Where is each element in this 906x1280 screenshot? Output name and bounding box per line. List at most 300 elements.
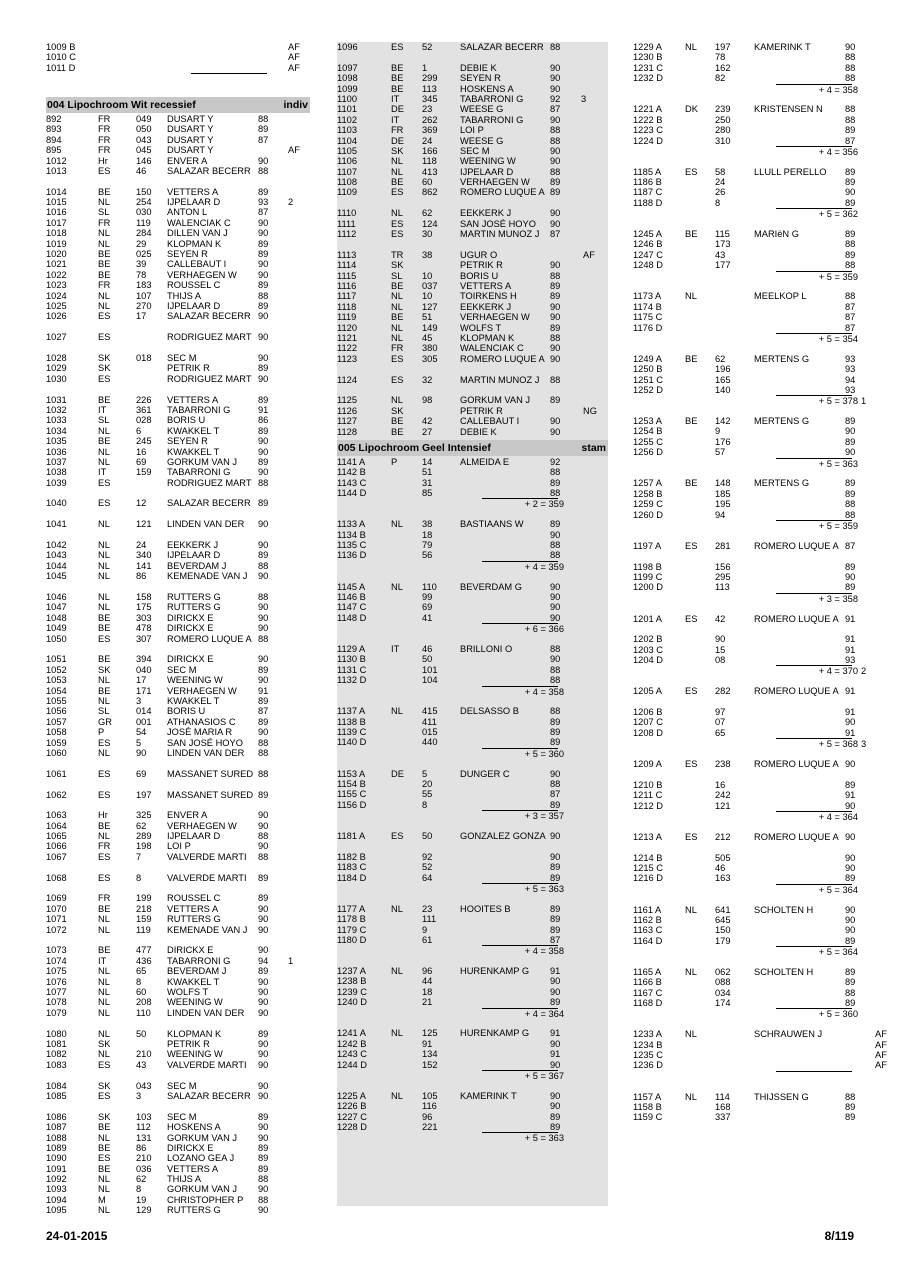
ring-number: 310	[715, 135, 731, 146]
ring-number: 028	[136, 415, 152, 426]
score: 90	[258, 269, 269, 280]
score: 90	[550, 851, 561, 862]
ring-number: 55	[422, 789, 433, 800]
entry-number: 1065	[46, 831, 67, 842]
total-score: + 5 = 363	[524, 1133, 564, 1144]
table-row	[633, 977, 891, 987]
ring-number: 168	[715, 1101, 731, 1112]
entry-number: 1130 B	[337, 654, 366, 665]
score: 87	[845, 312, 856, 323]
entry-number: 1060	[46, 747, 67, 758]
country-code: NL	[98, 301, 110, 311]
entry-number: 1165 A	[633, 966, 662, 977]
country-code: GR	[98, 716, 112, 727]
ring-number: 001	[136, 716, 152, 727]
breeder-name: GONZALEZ GONZA	[460, 830, 546, 841]
ring-number: 50	[422, 830, 433, 841]
total-score: + 4 = 364	[524, 1008, 564, 1019]
country-code: DE	[391, 104, 404, 115]
score: 90	[550, 145, 561, 156]
table-row	[337, 717, 608, 727]
score: 90	[550, 208, 561, 219]
entry-number: 1061	[46, 768, 67, 779]
score: 88	[550, 643, 561, 654]
breeder-name: CALLEBAUT I	[460, 416, 520, 427]
ring-number: 62	[715, 353, 726, 364]
score: 90	[845, 862, 856, 873]
entry-number: 895	[46, 145, 62, 156]
group-spacer	[633, 468, 891, 478]
country-code: BE	[98, 1122, 111, 1133]
total-score: + 5 = 359	[818, 520, 858, 531]
score: 89	[258, 1142, 269, 1153]
footer-date: 24-01-2015	[46, 1229, 108, 1243]
table-row	[633, 582, 891, 592]
breeder-name: SEC M	[167, 1080, 197, 1091]
table-row	[337, 84, 608, 94]
entry-number: 1058	[46, 727, 67, 738]
group-spacer	[633, 343, 891, 353]
table-row	[633, 707, 891, 717]
breeder-name: MARTIN MUNOZ J	[460, 374, 540, 385]
country-code: FR	[391, 125, 404, 136]
ring-number: 9	[715, 426, 721, 437]
country-code: NL	[391, 581, 403, 592]
table-row	[337, 925, 608, 935]
table-row	[337, 250, 608, 260]
breeder-name: ENVER A	[167, 810, 208, 821]
table-row	[46, 166, 310, 187]
score: 89	[258, 394, 269, 405]
score: 88	[845, 509, 856, 520]
ring-number: 51	[422, 467, 433, 478]
ring-number: 305	[422, 353, 438, 364]
group-total	[633, 946, 891, 956]
table-row	[337, 229, 608, 250]
table-row	[633, 998, 891, 1008]
score: 90	[550, 602, 561, 613]
score: 89	[550, 187, 561, 198]
ring-number: 148	[715, 478, 731, 489]
entry-number: 1175 C	[633, 312, 663, 323]
ring-number: 152	[422, 1059, 438, 1070]
entry-number: 1025	[46, 301, 67, 311]
score: 91	[845, 686, 856, 697]
country-code: NL	[391, 966, 403, 977]
table-row	[633, 1060, 891, 1070]
ring-number: 284	[136, 228, 152, 239]
country-code: BE	[98, 623, 111, 634]
country-code: NL	[98, 987, 110, 997]
score: 93	[845, 353, 856, 364]
entry-number: 1045	[46, 571, 67, 582]
entry-number: 1117	[337, 291, 357, 302]
ring-number: 113	[422, 83, 437, 94]
entry-number: 1128	[337, 426, 357, 437]
table-row	[46, 332, 310, 353]
total-score: + 2 = 359	[524, 499, 564, 510]
ring-number: 32	[422, 374, 433, 385]
score: 88	[258, 1194, 269, 1205]
score: 88	[550, 664, 561, 675]
ring-number: 043	[136, 134, 152, 145]
table-row	[46, 634, 310, 655]
score: 90	[258, 1090, 269, 1101]
ring-number: 185	[715, 488, 731, 499]
ring-number: 043	[136, 1080, 152, 1091]
score: 89	[258, 716, 269, 727]
score: 87	[550, 229, 561, 240]
table-row	[633, 291, 891, 301]
score: 90	[258, 612, 269, 623]
entry-number: 1096	[337, 42, 358, 52]
score: 89	[845, 177, 856, 188]
entry-number: 1251 C	[633, 374, 663, 385]
ring-number: 86	[136, 1142, 147, 1153]
entry-number: 1252 D	[633, 384, 663, 395]
status-note: AF	[288, 42, 300, 52]
table-row	[633, 385, 891, 395]
breeder-name: EEKKERK J	[460, 208, 512, 219]
entry-number: 1215 C	[633, 862, 663, 873]
score: 89	[845, 166, 856, 177]
entry-number: 1043	[46, 550, 67, 561]
table-row	[633, 478, 891, 488]
country-code: DE	[391, 135, 404, 146]
score: 89	[550, 862, 561, 873]
breeder-name: KLOPMAN K	[167, 1028, 222, 1039]
entry-number: 1041	[46, 519, 67, 530]
entry-number: 1063	[46, 810, 67, 821]
entry-number: 1205 A	[633, 686, 662, 697]
table-row	[337, 1028, 608, 1038]
entry-number: 1097	[337, 62, 358, 73]
ring-number: 7	[136, 851, 142, 862]
breeder-name: ROUSSEL C	[167, 280, 221, 291]
breeder-name: DUSART Y	[167, 134, 214, 145]
table-row	[46, 977, 310, 987]
ring-number: 156	[715, 561, 731, 572]
table-row	[337, 644, 608, 654]
country-code: ES	[391, 218, 404, 229]
breeder-name: SEC M	[167, 664, 197, 675]
breeder-name: JOSÉ MARIA R	[167, 727, 233, 738]
table-row	[337, 125, 608, 135]
entry-number: 1075	[46, 966, 67, 977]
score: 88	[258, 592, 269, 603]
entry-number: 1099	[337, 83, 358, 94]
ring-number: 24	[136, 540, 147, 551]
score: 89	[845, 249, 856, 260]
table-row	[633, 52, 891, 62]
ring-number: 107	[136, 290, 152, 301]
country-code: NL	[391, 903, 403, 914]
group-total	[633, 665, 891, 675]
country-code: SL	[98, 207, 110, 218]
score: 90	[550, 353, 561, 364]
table-row	[633, 260, 891, 270]
country-code: BE	[98, 903, 111, 914]
table-row	[46, 135, 310, 145]
country-code: BE	[98, 654, 111, 665]
entry-number: 1232 D	[633, 73, 663, 84]
entry-number: 1082	[46, 1049, 67, 1060]
entry-number: 1073	[46, 945, 67, 956]
table-row	[46, 966, 310, 976]
score: 90	[845, 831, 856, 842]
ring-number: 14	[422, 456, 433, 467]
breeder-name: BEVERDAM J	[167, 560, 227, 571]
score: 88	[258, 113, 269, 124]
breeder-name: RODRIGUEZ MART	[167, 332, 252, 343]
table-row	[337, 260, 608, 270]
breeder-name: SEYEN R	[167, 436, 208, 447]
breeder-name: KLOPMAN K	[167, 238, 222, 249]
table-row	[46, 1112, 310, 1122]
entry-number: 1100	[337, 93, 357, 104]
score: 90	[550, 612, 561, 623]
ring-number: 97	[715, 707, 726, 718]
entry-number: 1256 D	[633, 447, 663, 458]
ring-number: 38	[422, 249, 433, 260]
table-row	[46, 363, 310, 373]
table-row	[46, 301, 310, 311]
entry-number: 1051	[46, 654, 67, 665]
table-row	[46, 706, 310, 716]
country-code: SK	[391, 405, 404, 416]
table-row	[337, 94, 608, 104]
ring-number: 289	[136, 831, 152, 842]
entry-number: 1084	[46, 1080, 67, 1091]
entry-number: 1204 D	[633, 655, 663, 666]
table-row	[337, 987, 608, 997]
ring-number: 037	[422, 281, 438, 292]
ring-number: 15	[715, 644, 726, 655]
breeder-name: DUSART Y	[167, 124, 214, 135]
table-row	[46, 374, 310, 395]
table-row	[337, 873, 608, 883]
ring-number: 96	[422, 1111, 433, 1122]
entry-number: 1201 A	[633, 613, 662, 624]
breeder-name: DIRICKX E	[167, 654, 214, 665]
entry-number: 1081	[46, 1038, 67, 1049]
score: 93	[258, 197, 269, 208]
ring-number: 088	[715, 977, 731, 988]
entry-number: 1132 D	[337, 675, 367, 686]
entry-number: 1107	[337, 166, 357, 177]
entry-number: 1066	[46, 841, 67, 852]
score: 88	[258, 1174, 269, 1185]
table-row	[46, 1153, 310, 1163]
country-code: NL	[98, 425, 110, 436]
ring-number: 90	[715, 634, 726, 645]
total-score: + 4 = 364	[818, 811, 858, 822]
group-total	[633, 395, 891, 405]
score: 90	[258, 373, 269, 384]
score: 89	[845, 478, 856, 489]
score: 89	[258, 695, 269, 706]
country-code: NL	[98, 675, 110, 686]
table-row	[337, 789, 608, 799]
table-row	[337, 550, 608, 560]
country-code: BE	[98, 269, 111, 280]
entry-number: 1247 C	[633, 249, 663, 260]
breeder-name: DUSART Y	[167, 145, 214, 156]
breeder-name: VALVERDE MARTI	[167, 872, 247, 883]
table-row	[46, 457, 310, 467]
breeder-name: HURENKAMP G	[460, 966, 530, 977]
entry-number: 1135 C	[337, 540, 367, 551]
breeder-name: IJPELAAR D	[460, 166, 514, 177]
ring-number: 79	[422, 540, 433, 551]
score: 88	[258, 633, 269, 644]
total-rule	[776, 1071, 852, 1072]
country-code: ES	[685, 540, 698, 551]
group-total	[633, 146, 891, 156]
ring-number: 281	[715, 540, 731, 551]
total-score: + 4 = 356	[818, 146, 858, 157]
breeder-name: DEBIE K	[460, 62, 497, 73]
breeder-name: RUTTERS G	[167, 592, 221, 603]
breeder-name: VERHAEGEN W	[167, 269, 237, 280]
entry-number: 1070	[46, 903, 67, 914]
country-code: BE	[391, 426, 404, 437]
breeder-name: ROMERO LUQUE A	[754, 686, 839, 697]
table-row	[633, 915, 891, 925]
table-row	[46, 1133, 310, 1143]
breeder-name: WEENING W	[167, 1049, 223, 1060]
ring-number: 44	[422, 976, 433, 987]
table-row	[46, 925, 310, 946]
score: 90	[258, 924, 269, 935]
score: 88	[258, 165, 269, 176]
group-spacer	[633, 281, 891, 291]
table-row	[633, 645, 891, 655]
table-row	[633, 136, 891, 146]
entry-number: 1120	[337, 322, 357, 333]
entry-number: 1187 C	[633, 187, 663, 198]
section-header	[46, 97, 310, 113]
country-code: ES	[391, 42, 404, 52]
table-row	[337, 406, 608, 416]
group-spacer	[337, 696, 608, 706]
breeder-name: SCHOLTEN H	[754, 904, 814, 915]
ring-number: 8	[715, 197, 721, 208]
table-row	[46, 1049, 310, 1059]
ring-number: 415	[422, 706, 438, 717]
breeder-name: LOI P	[167, 841, 191, 852]
table-row	[633, 416, 891, 426]
ring-number: 641	[715, 904, 731, 915]
total-score: + 5 = 359	[818, 271, 858, 282]
score: 90	[258, 1080, 269, 1091]
table-row	[337, 852, 608, 862]
score: 87	[845, 322, 856, 333]
table-row	[633, 562, 891, 572]
entry-number: 1203 C	[633, 644, 663, 655]
breeder-name: HURENKAMP G	[460, 1028, 530, 1039]
entry-number: 1227 C	[337, 1111, 367, 1122]
breeder-name: KLOPMAN K	[460, 332, 515, 343]
ring-number: 197	[715, 42, 731, 52]
table-row	[337, 706, 608, 716]
table-row	[337, 219, 608, 229]
country-code: ES	[685, 759, 698, 769]
score: 90	[550, 768, 561, 779]
score: 90	[258, 155, 269, 166]
ring-number: 436	[136, 955, 152, 966]
table-row	[46, 197, 310, 207]
entry-number: 1102	[337, 114, 357, 125]
total-score: + 3 = 357	[524, 811, 564, 822]
total-score: + 4 = 359	[524, 561, 564, 572]
group-total	[337, 1132, 608, 1142]
table-row	[633, 541, 891, 562]
entry-number: 1054	[46, 685, 67, 696]
entry-number: 1228 D	[337, 1121, 367, 1132]
score: 89	[550, 799, 561, 810]
entry-number: 1085	[46, 1090, 67, 1101]
table-row	[337, 914, 608, 924]
breeder-name: IJPELAAR D	[167, 550, 221, 561]
score: 89	[550, 291, 561, 302]
score: 89	[258, 280, 269, 291]
breeder-name: TABARRONI G	[167, 467, 231, 478]
score: 90	[550, 1059, 561, 1070]
country-code: NL	[98, 592, 110, 603]
score: 89	[845, 197, 856, 208]
breeder-name: TABARRONI G	[460, 93, 524, 104]
entry-number: 1153 A	[337, 768, 366, 779]
country-code: NL	[685, 1029, 697, 1040]
table-row	[46, 395, 310, 405]
score: 90	[845, 717, 856, 728]
ring-number: 025	[136, 249, 152, 260]
score: 89	[550, 727, 561, 738]
table-row	[46, 540, 310, 550]
entry-number: 1183 C	[337, 862, 367, 873]
country-code: ES	[98, 1153, 111, 1164]
country-code: ES	[98, 498, 111, 509]
entry-number: 1197 A	[633, 540, 662, 551]
placement: 3	[581, 93, 587, 104]
score: 90	[550, 529, 561, 540]
score: 88	[550, 706, 561, 717]
breeder-name: BORIS U	[460, 270, 499, 281]
entry-number: 1239 C	[337, 986, 367, 997]
table-row	[46, 748, 310, 769]
score: 88	[550, 467, 561, 478]
score: 87	[550, 104, 561, 115]
score: 89	[845, 935, 856, 946]
ring-number: 131	[136, 1132, 152, 1143]
table-row	[337, 675, 608, 685]
entry-number: 1250 B	[633, 364, 663, 375]
country-code: NL	[391, 706, 403, 717]
breeder-name: HOOITES B	[460, 903, 511, 914]
table-row	[46, 52, 310, 62]
country-code: ES	[98, 165, 111, 176]
country-code: NL	[685, 1091, 697, 1102]
score: 90	[258, 259, 269, 270]
ring-number: 119	[136, 217, 151, 228]
ring-number: 158	[136, 592, 152, 603]
country-code: BE	[98, 436, 111, 447]
entry-number: 1129 A	[337, 643, 366, 654]
score: 88	[258, 747, 269, 758]
group-spacer	[633, 530, 891, 540]
table-row	[46, 831, 310, 841]
